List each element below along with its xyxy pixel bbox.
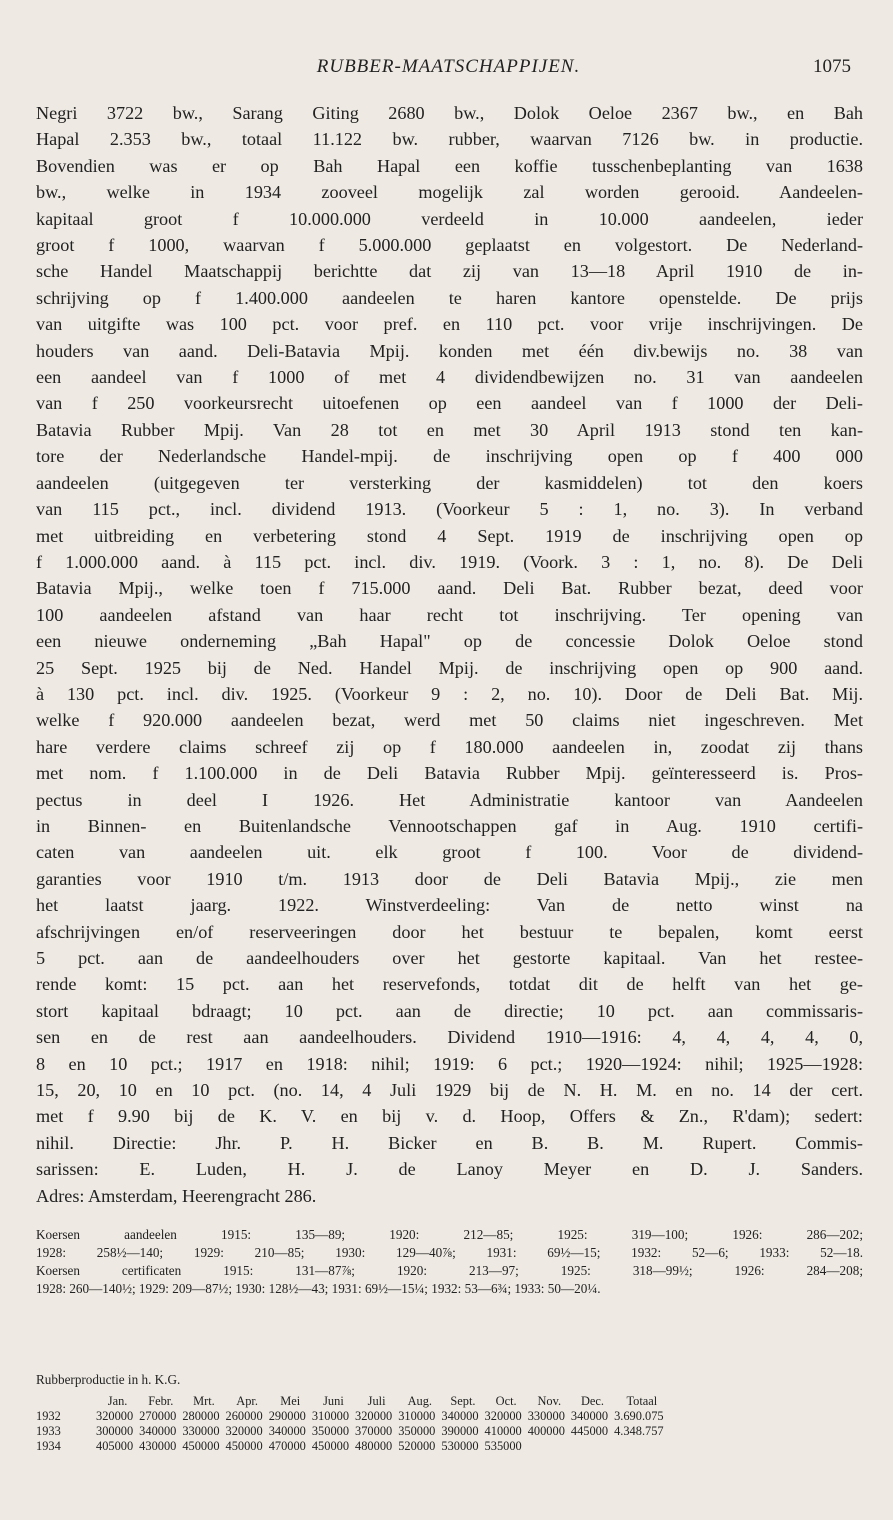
value-cell: 310000: [398, 1409, 436, 1423]
text-line: van f 250 voorkeursrecht uitoefenen op een aandeel van f 1000 der Deli-: [36, 393, 863, 414]
text-line: het laatst jaarg. 1922. Winstverdeeling: Van de netto winst na: [36, 895, 863, 916]
value-cell: [571, 1439, 614, 1454]
value-cell: 480000: [355, 1439, 393, 1453]
table-row: [36, 1409, 670, 1424]
text-line: caten van aandeelen uit. elk groot f 100. Voor de dividend-: [36, 842, 863, 863]
text-line: groot f 1000, waarvan f 5.000.000 geplaatst en volgestort. De Nederland-: [36, 235, 863, 256]
running-title: RUBBER-MAATSCHAPPIJEN.: [316, 56, 581, 77]
text-line: nihil. Directie: Jhr. P. H. Bicker en B. B. M. Rupert. Commis-: [36, 1132, 863, 1153]
page-number: 1075: [813, 56, 851, 77]
column-header: Febr.: [148, 1394, 174, 1408]
value-cell: 330000: [527, 1409, 565, 1423]
total-cell: 3.690.075: [614, 1409, 664, 1423]
value-cell: 535000: [484, 1439, 522, 1453]
column-header: Sept.: [450, 1394, 476, 1408]
text-line: rende komt: 15 pct. aan het reservefonds, totdat dit de helft van het ge-: [36, 974, 863, 995]
column-header: Nov.: [537, 1394, 562, 1408]
table-row: [36, 1424, 670, 1439]
text-line: Batavia Mpij., welke toen f 715.000 aand. Deli Bat. Rubber bezat, deed voor: [36, 578, 863, 599]
address-line: Adres: Amsterdam, Heerengracht 286.: [36, 1185, 317, 1206]
value-cell: 340000: [139, 1424, 177, 1438]
text-line: bw., welke in 1934 zooveel mogelijk zal worden gerooid. Aandeelen-: [36, 182, 863, 203]
value-cell: 530000: [441, 1439, 479, 1453]
value-cell: 470000: [268, 1439, 306, 1453]
value-cell: 400000: [527, 1424, 565, 1438]
production-table: [36, 1394, 670, 1454]
value-cell: [528, 1439, 571, 1454]
value-cell: 340000: [441, 1409, 479, 1423]
text-line: 5 pct. aan de aandeelhouders over het gestorte kapitaal. Van het restee-: [36, 948, 863, 968]
text-line: Negri 3722 bw., Sarang Giting 2680 bw., Dolok Oeloe 2367 bw., en Bah: [36, 103, 863, 123]
text-line: Bovendien was er op Bah Hapal een koffie tusschenbeplanting van 1638: [36, 155, 863, 176]
value-cell: 350000: [398, 1424, 436, 1438]
text-line: 100 aandeelen afstand van haar recht tot inschrijving. Ter opening van: [36, 604, 863, 625]
value-cell: 410000: [484, 1424, 522, 1438]
column-header: Mrt.: [193, 1394, 215, 1408]
text-line: f 1.000.000 aand. à 115 pct. incl. div. 1919. (Voork. 3 : 1, no. 8). De Deli: [36, 551, 863, 572]
value-cell: 340000: [268, 1424, 306, 1438]
year-cell: 1933: [36, 1424, 61, 1438]
article-paragraph: [36, 100, 863, 1209]
total-cell: [614, 1439, 670, 1454]
text-line: sen en de rest aan aandeelhouders. Dividend 1910—1916: 4, 4, 4, 4, 0,: [36, 1027, 863, 1048]
text-line: kapitaal groot f 10.000.000 verdeeld in 10.000 aandeelen, ieder: [36, 208, 863, 229]
text-line: pectus in deel I 1926. Het Administratie kantoor van Aandeelen: [36, 789, 863, 810]
text-line: houders van aand. Deli-Batavia Mpij. konden met één div.bewijs no. 38 van: [36, 340, 863, 361]
value-cell: 405000: [96, 1439, 134, 1453]
text-line: afschrijvingen en/of reserveeringen door het bestuur te bepalen, komt eerst: [36, 921, 863, 942]
text-line: hare verdere claims schreef zij op f 180.000 aandeelen in, zoodat zij thans: [36, 736, 863, 757]
text-line: Hapal 2.353 bw., totaal 11.122 bw. rubber, waarvan 7126 bw. in productie.: [36, 129, 863, 150]
quote-line: 1928: 260—140½; 1929: 209—87½; 1930: 128½—43; 1931: 69½—15¼; 1932: 53—6¾; 1933: 50—20¼.: [36, 1281, 601, 1296]
value-cell: 390000: [441, 1424, 479, 1438]
value-cell: 430000: [139, 1439, 177, 1453]
year-header: [36, 1394, 96, 1409]
value-cell: 320000: [225, 1424, 263, 1438]
text-line: welke f 920.000 aandeelen bezat, werd met 50 claims niet ingeschreven. Met: [36, 710, 863, 731]
price-quotes: [36, 1226, 863, 1298]
year-cell: 1934: [36, 1439, 61, 1453]
column-header: Dec.: [580, 1394, 604, 1408]
value-cell: 350000: [311, 1424, 350, 1438]
text-line: met nom. f 1.100.000 in de Deli Batavia Rubber Mpij. geïnteresseerd is. Pros-: [36, 763, 863, 784]
value-cell: 330000: [182, 1424, 220, 1438]
text-line: met f 9.90 bij de K. V. en bij v. d. Hoop, Offers & Zn., R'dam); sedert:: [36, 1106, 863, 1127]
value-cell: 450000: [225, 1439, 263, 1453]
text-line: garanties voor 1910 t/m. 1913 door de Deli Batavia Mpij., zie men: [36, 868, 863, 889]
value-cell: 320000: [484, 1409, 522, 1423]
production-title: Rubberproductie in h. K.G.: [36, 1372, 181, 1387]
value-cell: 290000: [268, 1409, 306, 1423]
text-line: een aandeel van f 1000 of met 4 dividendbewijzen no. 31 van aandeelen: [36, 367, 863, 388]
table-row: [36, 1439, 670, 1454]
text-line: in Binnen- en Buitenlandsche Vennootschappen gaf in Aug. 1910 certifi-: [36, 815, 863, 836]
article-body: [36, 100, 863, 1209]
text-line: tore der Nederlandsche Handel-mpij. de inschrijving open op f 400 000: [36, 446, 863, 467]
text-line: 25 Sept. 1925 bij de Ned. Handel Mpij. de inschrijving open op 900 aand.: [36, 657, 863, 678]
column-header: Apr.: [236, 1394, 258, 1408]
text-line: van uitgifte was 100 pct. voor pref. en 110 pct. voor vrije inschrijvingen. De: [36, 314, 863, 335]
column-header: Aug.: [407, 1394, 432, 1408]
value-cell: 270000: [139, 1409, 177, 1423]
value-cell: 320000: [96, 1409, 134, 1423]
text-line: 8 en 10 pct.; 1917 en 1918: nihil; 1919: 6 pct.; 1920—1924: nihil; 1925—1928:: [36, 1053, 863, 1074]
column-header: Totaal: [626, 1394, 658, 1408]
text-line: stort kapitaal bdraagt; 10 pct. aan de directie; 10 pct. aan commissaris-: [36, 1000, 863, 1021]
quote-line: Koersen certificaten 1915: 131—87⅞; 1920: 213—97; 1925: 318—99½; 1926: 284—208;: [36, 1263, 863, 1278]
text-line: Batavia Rubber Mpij. Van 28 tot en met 30 April 1913 stond ten kan-: [36, 419, 863, 440]
page-header: [36, 56, 861, 80]
text-line: schrijving op f 1.400.000 aandeelen te haren kantore openstelde. De prijs: [36, 287, 863, 308]
year-cell: 1932: [36, 1409, 61, 1423]
column-header: Juni: [323, 1394, 344, 1408]
text-line: sche Handel Maatschappij berichtte dat zij van 13—18 April 1910 de in-: [36, 261, 863, 282]
text-line: aandeelen (uitgegeven ter versterking der kasmiddelen) tot den koers: [36, 472, 863, 493]
value-cell: 520000: [398, 1439, 436, 1453]
value-cell: 450000: [182, 1439, 220, 1453]
value-cell: 340000: [570, 1409, 609, 1423]
quote-line: Koersen aandeelen 1915: 135—89; 1920: 212—85; 1925: 319—100; 1926: 286—202;: [36, 1227, 863, 1242]
value-cell: 445000: [570, 1424, 609, 1438]
text-line: à 130 pct. incl. div. 1925. (Voorkeur 9 : 2, no. 10). Door de Deli Bat. Mij.: [36, 683, 863, 704]
production-section: [36, 1372, 863, 1454]
value-cell: 370000: [355, 1424, 393, 1438]
column-header: Juli: [367, 1394, 386, 1408]
column-header: Oct.: [495, 1394, 517, 1408]
text-line: 15, 20, 10 en 10 pct. (no. 14, 4 Juli 1929 bij de N. H. M. en no. 14 der cert.: [36, 1080, 863, 1101]
value-cell: 310000: [311, 1409, 350, 1423]
value-cell: 320000: [355, 1409, 393, 1423]
text-line: sarissen: E. Luden, H. J. de Lanoy Meyer en D. J. Sanders.: [36, 1159, 863, 1180]
column-header: Mei: [280, 1394, 301, 1408]
text-line: van 115 pct., incl. dividend 1913. (Voorkeur 5 : 1, no. 3). In verband: [36, 499, 863, 520]
table-header-row: [36, 1394, 670, 1409]
value-cell: 280000: [182, 1409, 220, 1423]
text-line: een nieuwe onderneming „Bah Hapal" op de concessie Dolok Oeloe stond: [36, 631, 863, 652]
value-cell: 260000: [225, 1409, 263, 1423]
text-line: met uitbreiding en verbetering stond 4 Sept. 1919 de inschrijving open op: [36, 525, 863, 546]
column-header: Jan.: [107, 1394, 128, 1408]
total-cell: 4.348.757: [614, 1424, 664, 1438]
value-cell: 450000: [311, 1439, 350, 1453]
quote-line: 1928: 258½—140; 1929: 210—85; 1930: 129—40⅞; 1931: 69½—15; 1932: 52—6; 1933: 52—18.: [36, 1245, 863, 1260]
value-cell: 300000: [96, 1424, 134, 1438]
